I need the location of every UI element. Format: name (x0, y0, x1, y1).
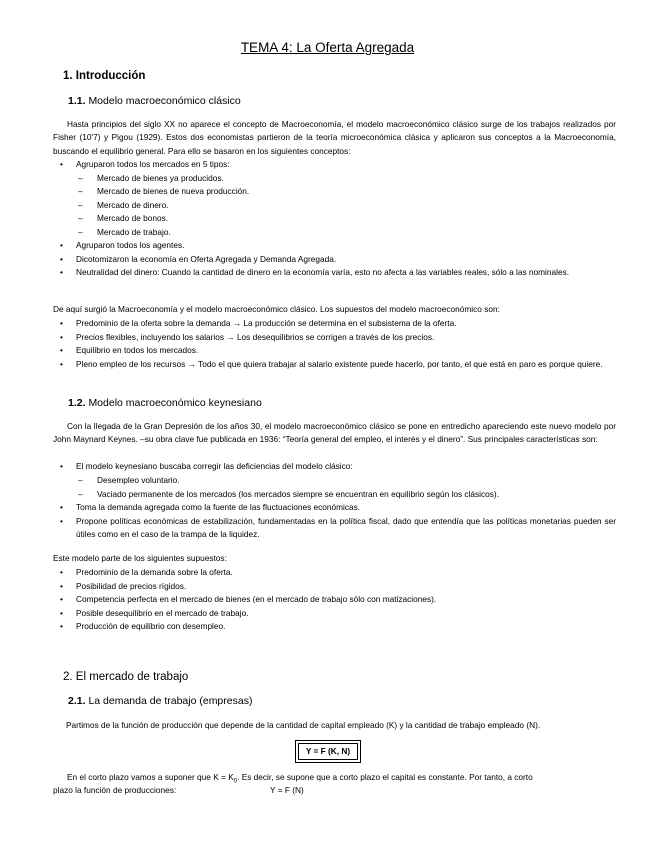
list-item-deficiencia: Desempleo voluntario. (97, 475, 180, 485)
corto-plazo-text-b: . Es decir, se supone que a corto plazo el capital es constante. Por tanto, a corto (237, 772, 533, 782)
paragraph-clasico-intro: Hasta principios del siglo XX no aparece el concepto de Macroeconomía, el modelo macroeconómico clásico surge de los trabajos realizados por Fisher (10'7) y Pigou (1929). Estos dos economistas partieron de la teoría microeconómica clásica y aplicaron sus conceptos a la Macroeconomía, buscando el equilibrio general. Para ello se basaron en los siguientes conceptos: (53, 119, 616, 156)
dash-glyph: – (78, 489, 83, 499)
paragraph-keynesiano-intro: Con la llegada de la Gran Depresión de los años 30, el modelo macroeconómico clásico se pone en entredicho apareciendo este nuevo modelo por John Maynard Keynes. –su obra clave fue publicada en 1936: “Teoría general del empleo, el interés y el dinero”. Sus principales características son: (53, 421, 616, 445)
bullet-glyph: • (60, 267, 63, 277)
list-item-mercado: Mercado de trabajo. (97, 227, 171, 237)
list-item-mercado: Mercado de bienes ya producidos. (97, 173, 224, 183)
list-item: Dicotomizaron la economía en Oferta Agregada y Demanda Agregada. (76, 254, 337, 264)
bullet-glyph: • (60, 502, 63, 512)
list-item: Posibilidad de precios rígidos. (76, 581, 187, 591)
list-item: Competencia perfecta en el mercado de bienes (en el mercado de trabajo sólo con matizaciones). (76, 594, 437, 604)
paragraph-supuestos-keynes: Este modelo parte de los siguientes supuestos: (53, 553, 227, 563)
bullet-glyph: • (60, 159, 63, 169)
bullet-glyph: • (60, 359, 63, 369)
section-heading-introduccion: 1. Introducción (63, 70, 146, 82)
dash-glyph: – (78, 200, 83, 210)
list-item: Posible desequilibrio en el mercado de trabajo. (76, 608, 249, 618)
subsection-number: 1.2. (68, 397, 86, 409)
section-heading-mercado-trabajo: 2. El mercado de trabajo (63, 671, 189, 683)
formula-box: Y = F (K, N) (298, 743, 358, 760)
list-item: Agruparon todos los agentes. (76, 240, 185, 250)
bullet-glyph: • (60, 621, 63, 631)
corto-plazo-text: En el corto plazo vamos a suponer que K = K (67, 772, 234, 782)
bullet-glyph: • (60, 516, 63, 526)
dash-glyph: – (78, 186, 83, 196)
bullet-glyph: • (60, 608, 63, 618)
list-item: Producción de equilibrio con desempleo. (76, 621, 226, 631)
dash-glyph: – (78, 173, 83, 183)
list-item: Predominio de la oferta sobre la demanda → La producción se determina en el subsistema de la oferta. (76, 318, 457, 328)
bullet-corregir: El modelo keynesiano buscaba corregir las deficiencias del modelo clásico: (76, 461, 353, 471)
dash-glyph: – (78, 475, 83, 485)
paragraph-supuestos-intro: De aquí surgió la Macroeconomía y el modelo macroeconómico clásico. Los supuestos del modelo macroeconómico son: (53, 304, 500, 314)
bullet-glyph: • (60, 345, 63, 355)
bullet-glyph: • (60, 581, 63, 591)
dash-glyph: – (78, 227, 83, 237)
subsection-number: 2.1. (68, 695, 86, 707)
subsection-title: Modelo macroeconómico keynesiano (88, 397, 262, 409)
bullet-glyph: • (60, 461, 63, 471)
bullet-glyph: • (60, 594, 63, 604)
list-item: Equilibrio en todos los mercados. (76, 345, 199, 355)
subsection-heading-clasico (68, 95, 241, 107)
subsection-heading-keynesiano (68, 397, 262, 409)
subsection-heading-demanda-trabajo (68, 695, 252, 707)
list-item: Propone políticas económicas de estabilización, fundamentadas en la política fiscal, dado que entendía que las políticas monetarias pueden ser útiles como en el caso de la trampa de la liquidez. (76, 516, 616, 540)
bullet-glyph: • (60, 332, 63, 342)
list-item: Pleno empleo de los recursos → Todo el que quiera trabajar al salario existente puede hacerlo, por tanto, el que está en paro es porque quiere. (76, 359, 603, 369)
subsection-title: Modelo macroeconómico clásico (88, 95, 241, 107)
bullet-mercados: Agruparon todos los mercados en 5 tipos: (76, 159, 230, 169)
bullet-glyph: • (60, 567, 63, 577)
dash-glyph: – (78, 213, 83, 223)
list-item: Neutralidad del dinero: Cuando la cantidad de dinero en la economía varía, esto no afecta a las variables reales, sólo a las nominales. (76, 267, 570, 277)
list-item-mercado: Mercado de bonos. (97, 213, 169, 223)
formula-inline: Y = F (N) (270, 785, 304, 795)
paragraph-corto-plazo-cont: plazo la función de producciones: (53, 785, 177, 795)
bullet-glyph: • (60, 240, 63, 250)
paragraph-funcion-produccion: Partimos de la función de producción que depende de la cantidad de capital empleado (K) y la cantidad de trabajo empleado (N). (66, 720, 541, 730)
page-title: TEMA 4: La Oferta Agregada (240, 40, 415, 55)
subsection-title: La demanda de trabajo (empresas) (88, 695, 253, 707)
list-item-mercado: Mercado de bienes de nueva producción. (97, 186, 250, 196)
list-item: Precios flexibles, incluyendo los salarios → Los desequilibrios se corrigen a través de los precios. (76, 332, 435, 342)
list-item-mercado: Mercado de dinero. (97, 200, 169, 210)
list-item: Toma la demanda agregada como la fuente de las fluctuaciones económicas. (76, 502, 361, 512)
subscript-zero: 0 (233, 778, 238, 785)
bullet-glyph: • (60, 318, 63, 328)
list-item: Predominio de la demanda sobre la oferta. (76, 567, 233, 577)
bullet-glyph: • (60, 254, 63, 264)
subsection-number: 1.1. (68, 95, 86, 107)
list-item-deficiencia: Vaciado permanente de los mercados (los mercados siempre se encuentran en equilibrio según los clásicos). (97, 489, 499, 499)
